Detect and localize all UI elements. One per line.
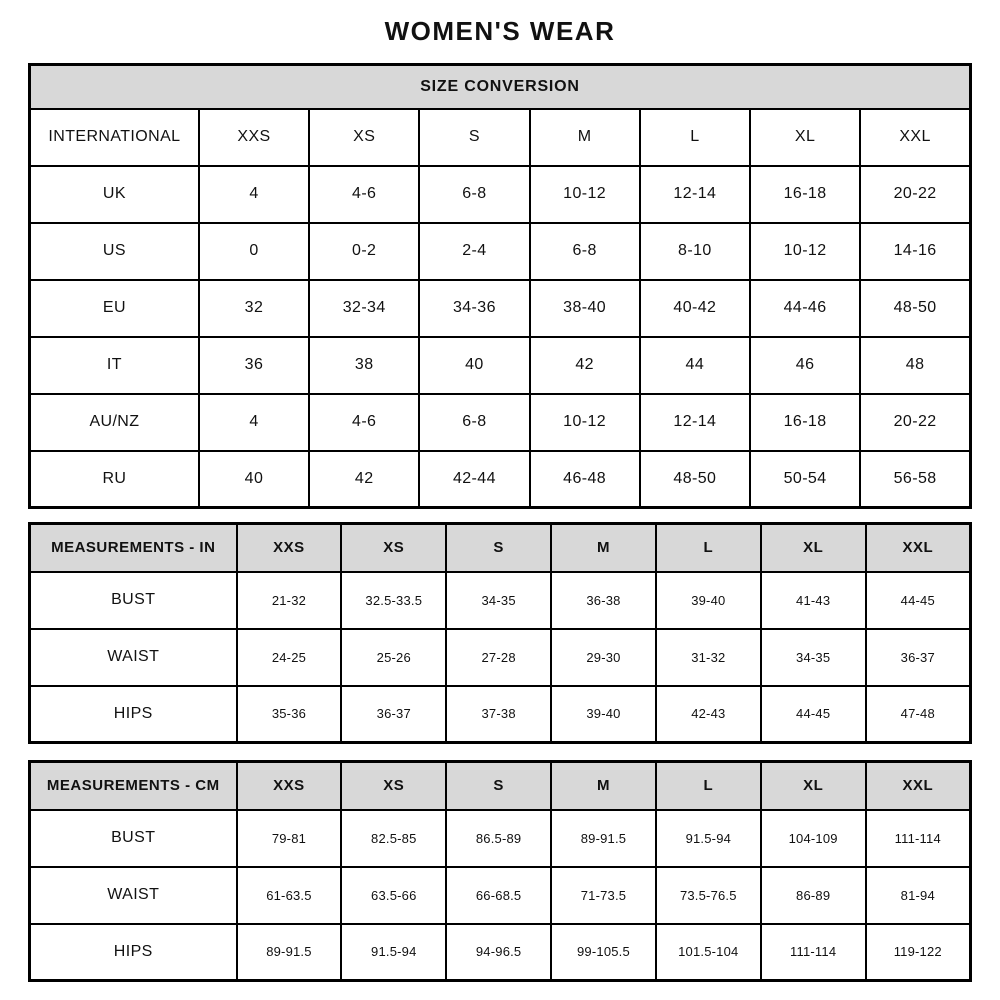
size_conversion-row-uk [30,166,971,223]
size_conversion-row-it [30,337,971,394]
value-ru-s: 42-44 [419,451,529,508]
value-eu-xs: 32-34 [309,280,419,337]
value-waist-xxl: 81-94 [866,867,971,924]
size-col-m: M [551,524,656,572]
value-au-nz-xs: 4-6 [309,394,419,451]
measurements_in-row-waist [30,629,971,686]
value-it-xxs: 36 [199,337,309,394]
measurements_cm-title: MEASUREMENTS - CM [30,762,237,810]
value-ru-xs: 42 [309,451,419,508]
size-col-xxs: XXS [199,109,309,166]
value-au-nz-xl: 16-18 [750,394,860,451]
size_conversion-title: SIZE CONVERSION [30,65,971,109]
row-label-waist: WAIST [30,629,237,686]
value-uk-m: 10-12 [530,166,640,223]
value-waist-m: 71-73.5 [551,867,656,924]
value-eu-xl: 44-46 [750,280,860,337]
value-uk-xs: 4-6 [309,166,419,223]
value-hips-s: 37-38 [446,686,551,743]
row-label-ru: RU [30,451,199,508]
row-label-au-nz: AU/NZ [30,394,199,451]
value-bust-xxl: 44-45 [866,572,971,629]
value-bust-xl: 41-43 [761,572,866,629]
value-bust-xxs: 21-32 [237,572,342,629]
size-col-xs: XS [341,762,446,810]
value-us-l: 8-10 [640,223,750,280]
size-col-xs: XS [309,109,419,166]
row-label-uk: UK [30,166,199,223]
value-waist-xs: 63.5-66 [341,867,446,924]
page-title: WOMEN'S WEAR [384,16,616,46]
value-au-nz-s: 6-8 [419,394,529,451]
row-label-bust: BUST [30,810,237,867]
value-it-xl: 46 [750,337,860,394]
size_conversion-row-us [30,223,971,280]
row-label-waist: WAIST [30,867,237,924]
value-it-xxl: 48 [860,337,970,394]
value-eu-m: 38-40 [530,280,640,337]
size-col-m: M [551,762,656,810]
value-ru-xxl: 56-58 [860,451,970,508]
size_conversion-row-eu [30,280,971,337]
value-ru-xl: 50-54 [750,451,860,508]
measurements-in-table [28,522,972,744]
measurements_in-row-bust [30,572,971,629]
value-uk-xxs: 4 [199,166,309,223]
size-col-s: S [419,109,529,166]
value-waist-s: 66-68.5 [446,867,551,924]
row-label-hips: HIPS [30,686,237,743]
row-label-us: US [30,223,199,280]
row-label-it: IT [30,337,199,394]
value-us-xxl: 14-16 [860,223,970,280]
value-it-s: 40 [419,337,529,394]
value-hips-xxl: 119-122 [866,924,971,981]
value-uk-l: 12-14 [640,166,750,223]
value-waist-l: 73.5-76.5 [656,867,761,924]
value-it-l: 44 [640,337,750,394]
measurements_cm-row-waist [30,867,971,924]
measurements_in-title: MEASUREMENTS - IN [30,524,237,572]
value-bust-xxs: 79-81 [237,810,342,867]
value-eu-xxs: 32 [199,280,309,337]
value-it-m: 42 [530,337,640,394]
value-hips-xl: 111-114 [761,924,866,981]
measurements-cm-table [28,760,972,982]
measurements_in-header-row [30,524,971,572]
value-bust-s: 86.5-89 [446,810,551,867]
size-col-xl: XL [761,762,866,810]
value-hips-xxs: 35-36 [237,686,342,743]
value-bust-xs: 82.5-85 [341,810,446,867]
value-waist-xxl: 36-37 [866,629,971,686]
value-hips-xs: 91.5-94 [341,924,446,981]
value-us-xxs: 0 [199,223,309,280]
row-label-hips: HIPS [30,924,237,981]
size-col-m: M [530,109,640,166]
value-bust-xl: 104-109 [761,810,866,867]
size_conversion-header-row [30,109,971,166]
size-col-xxl: XXL [866,524,971,572]
value-eu-xxl: 48-50 [860,280,970,337]
size-col-xxl: XXL [860,109,970,166]
measurements_cm-row-hips [30,924,971,981]
value-us-xl: 10-12 [750,223,860,280]
size-col-xxl: XXL [866,762,971,810]
value-bust-l: 39-40 [656,572,761,629]
value-au-nz-m: 10-12 [530,394,640,451]
size_conversion-row-au-nz [30,394,971,451]
value-us-m: 6-8 [530,223,640,280]
size_conversion-row-ru [30,451,971,508]
size-col-xl: XL [761,524,866,572]
value-hips-xl: 44-45 [761,686,866,743]
value-waist-s: 27-28 [446,629,551,686]
value-ru-xxs: 40 [199,451,309,508]
value-us-xs: 0-2 [309,223,419,280]
value-hips-xxs: 89-91.5 [237,924,342,981]
size-conversion-table [28,63,972,509]
size-col-xl: XL [750,109,860,166]
value-eu-l: 40-42 [640,280,750,337]
size-col-xxs: XXS [237,524,342,572]
value-ru-m: 46-48 [530,451,640,508]
value-waist-xs: 25-26 [341,629,446,686]
size-col-l: L [656,524,761,572]
value-uk-xl: 16-18 [750,166,860,223]
value-uk-xxl: 20-22 [860,166,970,223]
size_conversion-banner-row [30,65,971,109]
measurements_cm-header-row [30,762,971,810]
value-waist-xxs: 61-63.5 [237,867,342,924]
value-au-nz-xxs: 4 [199,394,309,451]
size-col-xxs: XXS [237,762,342,810]
value-waist-l: 31-32 [656,629,761,686]
value-us-s: 2-4 [419,223,529,280]
value-hips-xs: 36-37 [341,686,446,743]
value-waist-xl: 86-89 [761,867,866,924]
size-col-xs: XS [341,524,446,572]
value-hips-xxl: 47-48 [866,686,971,743]
row-label-eu: EU [30,280,199,337]
value-waist-xl: 34-35 [761,629,866,686]
value-eu-s: 34-36 [419,280,529,337]
value-it-xs: 38 [309,337,419,394]
size-col-l: L [656,762,761,810]
value-ru-l: 48-50 [640,451,750,508]
value-bust-l: 91.5-94 [656,810,761,867]
size-col-s: S [446,762,551,810]
value-hips-l: 42-43 [656,686,761,743]
value-waist-m: 29-30 [551,629,656,686]
value-uk-s: 6-8 [419,166,529,223]
value-au-nz-l: 12-14 [640,394,750,451]
value-bust-xxl: 111-114 [866,810,971,867]
value-hips-m: 99-105.5 [551,924,656,981]
measurements_cm-row-bust [30,810,971,867]
value-hips-s: 94-96.5 [446,924,551,981]
size-col-s: S [446,524,551,572]
size-col-l: L [640,109,750,166]
value-bust-xs: 32.5-33.5 [341,572,446,629]
row-label-bust: BUST [30,572,237,629]
value-waist-xxs: 24-25 [237,629,342,686]
value-hips-m: 39-40 [551,686,656,743]
value-hips-l: 101.5-104 [656,924,761,981]
header-label-international: INTERNATIONAL [30,109,199,166]
measurements_in-row-hips [30,686,971,743]
value-bust-s: 34-35 [446,572,551,629]
value-bust-m: 36-38 [551,572,656,629]
value-au-nz-xxl: 20-22 [860,394,970,451]
value-bust-m: 89-91.5 [551,810,656,867]
